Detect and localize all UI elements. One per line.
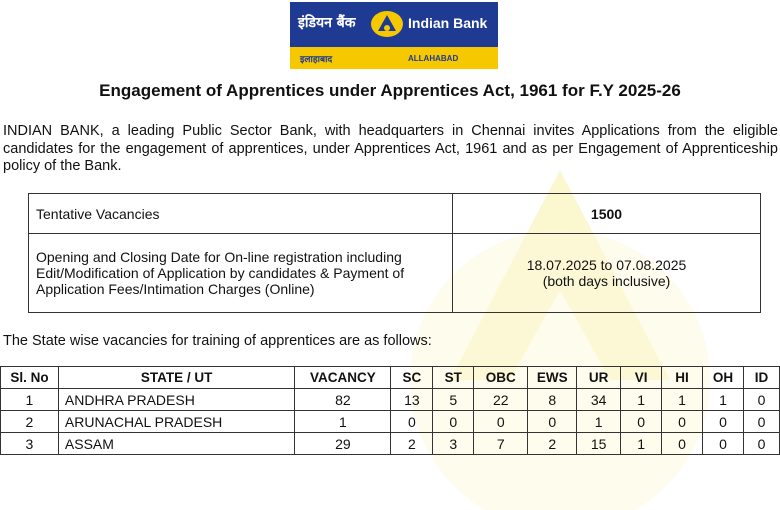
col-header: OBC [474, 367, 528, 389]
col-header: HI [662, 367, 703, 389]
col-header: STATE / UT [58, 367, 295, 389]
info-table [28, 193, 761, 313]
cell: 29 [295, 433, 391, 455]
col-header: Sl. No [1, 367, 59, 389]
cell: 2 [528, 433, 577, 455]
cell: 1 [621, 433, 662, 455]
col-header: ST [433, 367, 474, 389]
col-header: VACANCY [295, 367, 391, 389]
cell: 1 [295, 411, 391, 433]
logo-english-name: Indian Bank [408, 15, 488, 31]
intro-paragraph: INDIAN BANK, a leading Public Sector Bank, with headquarters in Chennai invites Applications from the eligible candidates for the engagement of apprentices, under Apprentices Act, 1961 and as per Engagement of Apprenticeship policy of the Bank. [3, 123, 778, 174]
cell: 0 [743, 433, 779, 455]
dates-note: (both days inclusive) [542, 273, 671, 289]
col-header: EWS [528, 367, 577, 389]
col-header: OH [703, 367, 744, 389]
cell: 8 [528, 389, 577, 411]
cell: 1 [577, 411, 621, 433]
cell: 0 [433, 411, 474, 433]
cell: 0 [662, 411, 703, 433]
table-row [1, 433, 780, 455]
page-title: Engagement of Apprentices under Apprentices Act, 1961 for F.Y 2025-26 [99, 81, 681, 100]
cell: 0 [391, 411, 433, 433]
cell: 1 [621, 389, 662, 411]
cell: 1 [1, 389, 59, 411]
table-row [29, 194, 761, 234]
state-vacancy-table [0, 366, 780, 455]
bank-emblem-icon [370, 9, 404, 39]
col-header: UR [577, 367, 621, 389]
logo-sub-english: ALLAHABAD [408, 54, 459, 63]
cell: 0 [474, 411, 528, 433]
vacancies-label: Tentative Vacancies [29, 194, 453, 234]
cell: 0 [743, 389, 779, 411]
cell: 34 [577, 389, 621, 411]
col-header: SC [391, 367, 433, 389]
cell: 1 [703, 389, 744, 411]
cell: ASSAM [58, 433, 295, 455]
col-header: ID [743, 367, 779, 389]
table-row [1, 411, 780, 433]
cell: 0 [703, 411, 744, 433]
cell: 2 [1, 411, 59, 433]
logo-sub-hindi: इलाहाबाद [300, 55, 333, 65]
cell: 3 [1, 433, 59, 455]
cell: 1 [662, 389, 703, 411]
table-row [29, 234, 761, 313]
cell: 2 [391, 433, 433, 455]
cell: 0 [528, 411, 577, 433]
cell: 0 [743, 411, 779, 433]
cell: 3 [433, 433, 474, 455]
logo-hindi-name: इंडियन बैंक [298, 15, 356, 31]
col-header: VI [621, 367, 662, 389]
indian-bank-logo [290, 2, 498, 69]
dates-value [453, 234, 761, 313]
cell: 82 [295, 389, 391, 411]
cell: 22 [474, 389, 528, 411]
cell: 0 [703, 433, 744, 455]
state-vacancy-note: The State wise vacancies for training of apprentices are as follows: [3, 333, 432, 349]
cell: 5 [433, 389, 474, 411]
dates-range: 18.07.2025 to 07.08.2025 [526, 257, 687, 273]
table-header-row [1, 367, 780, 389]
dates-label: Opening and Closing Date for On-line registration including Edit/Modification of Application by candidates & Payment of Application Fees/Intimation Charges (Online) [29, 234, 453, 313]
cell: ARUNACHAL PRADESH [58, 411, 295, 433]
cell: 0 [621, 411, 662, 433]
vacancies-value: 1500 [453, 194, 761, 234]
cell: 13 [391, 389, 433, 411]
cell: 7 [474, 433, 528, 455]
cell: 15 [577, 433, 621, 455]
cell: 0 [662, 433, 703, 455]
cell: ANDHRA PRADESH [58, 389, 295, 411]
table-row [1, 389, 780, 411]
